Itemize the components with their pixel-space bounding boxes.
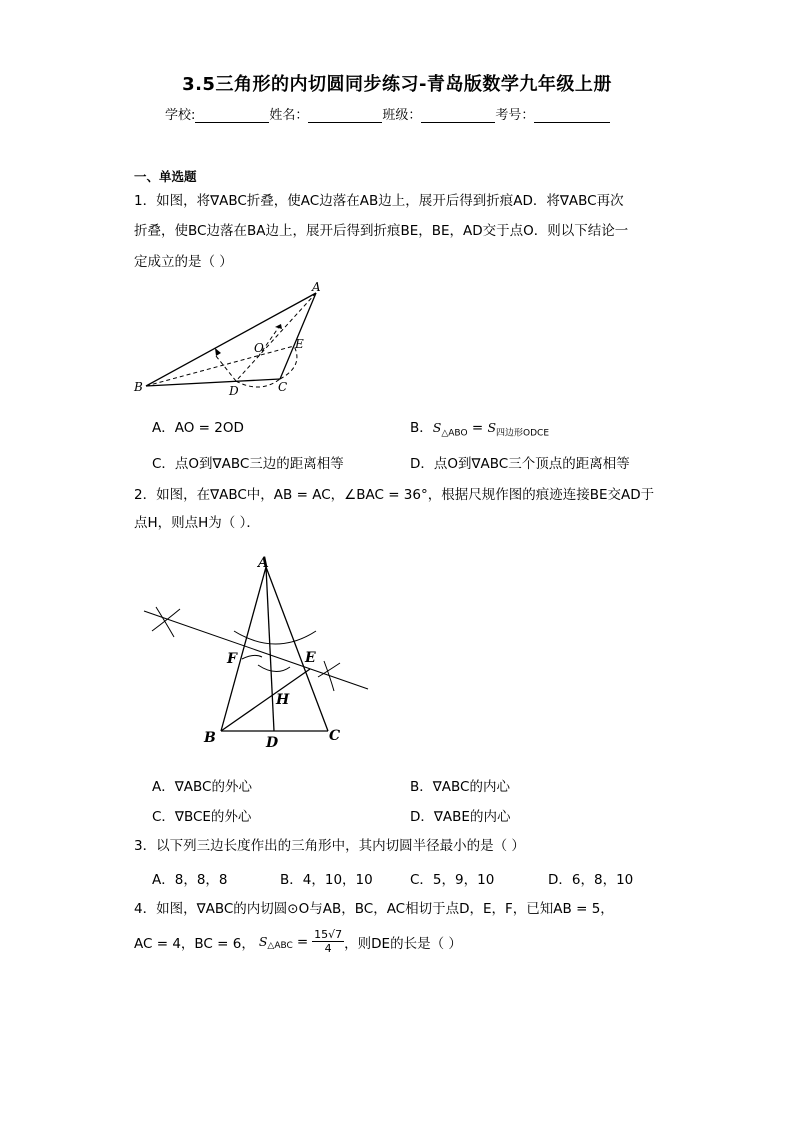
q1-side-bc bbox=[146, 379, 280, 386]
q1-option-d[interactable]: D．点O到∇ABC三个顶点的距离相等 bbox=[410, 456, 630, 472]
q1-line-1: 1．如图，将∇ABC折叠，使AC边落在AB边上，展开后得到折痕AD．将∇ABC再次 bbox=[134, 193, 624, 209]
q1-option-b-prefix: B． bbox=[410, 420, 433, 436]
q2-label-f: F bbox=[227, 651, 237, 667]
q4-area-s: S bbox=[258, 934, 268, 949]
q2-option-d[interactable]: D．∇ABE的内心 bbox=[410, 809, 511, 825]
student-info-line bbox=[165, 104, 610, 123]
q1-option-c[interactable]: C．点O到∇ABC三边的距离相等 bbox=[152, 456, 344, 472]
q2-option-b[interactable]: B．∇ABC的内心 bbox=[410, 779, 510, 795]
exam-no-blank bbox=[534, 108, 610, 123]
class-blank bbox=[421, 108, 495, 123]
q1-label-e: E bbox=[295, 337, 304, 351]
name-label: 姓名： bbox=[269, 108, 309, 123]
q3-option-b[interactable]: B．4，10，10 bbox=[280, 872, 373, 888]
q4-line-2 bbox=[134, 928, 462, 955]
q4-line-2-b: ，则DE的长是（ ） bbox=[344, 935, 462, 952]
q2-arc-left-1 bbox=[156, 607, 174, 637]
school-label: 学校: bbox=[165, 108, 196, 123]
q4-fraction bbox=[312, 928, 344, 955]
q2-arc-top bbox=[234, 631, 316, 644]
q1-option-b-eq: = bbox=[471, 420, 484, 436]
q2-option-c[interactable]: C．∇BCE的外心 bbox=[152, 809, 252, 825]
q3-option-d[interactable]: D．6，8，10 bbox=[548, 872, 634, 888]
class-label: 班级： bbox=[382, 108, 422, 123]
section-heading: 一、单选题 bbox=[134, 169, 197, 184]
q1-label-a: A bbox=[312, 280, 321, 294]
q2-line-2: 点H，则点H为（ ）． bbox=[134, 515, 260, 531]
q2-bisector-line bbox=[144, 611, 368, 689]
q1-option-b-sub2: 四边形ODCE bbox=[496, 428, 550, 439]
q4-line-2-a: AC = 4，BC = 6， bbox=[134, 935, 255, 952]
q2-segment-be bbox=[221, 669, 310, 731]
q1-side-ab bbox=[146, 293, 316, 386]
q1-crease-ad bbox=[236, 293, 316, 381]
q2-option-a[interactable]: A．∇ABC的外心 bbox=[152, 779, 252, 795]
q1-label-c: C bbox=[278, 380, 288, 394]
q1-side-ca bbox=[280, 293, 316, 379]
q1-arrow-d bbox=[216, 356, 236, 381]
q2-label-c: C bbox=[329, 728, 341, 744]
q4-area-sub: △ABC bbox=[267, 941, 293, 951]
q1-label-o: O bbox=[254, 341, 264, 355]
q2-label-h: H bbox=[276, 692, 290, 708]
q4-fraction-denominator: 4 bbox=[324, 942, 332, 955]
q1-option-a[interactable]: A．AO = 2OD bbox=[152, 420, 244, 436]
q1-arrowhead-d bbox=[215, 348, 221, 356]
q1-label-b: B bbox=[134, 380, 143, 394]
q4-line-1: 4．如图，∇ABC的内切圆⊙O与AB，BC，AC相切于点D，E，F，已知AB = 5， bbox=[134, 901, 614, 917]
q1-option-b-sub1: △ABO bbox=[441, 428, 468, 439]
q1-line-3: 定成立的是（ ） bbox=[134, 254, 233, 270]
q3-line-1: 3．以下列三边长度作出的三角形中，其内切圆半径最小的是（ ） bbox=[134, 838, 525, 854]
q2-arc-left-2 bbox=[152, 609, 180, 631]
q4-eq: = bbox=[296, 933, 309, 950]
q2-median-ad bbox=[266, 567, 274, 731]
q2-figure bbox=[138, 553, 374, 751]
q2-side-ab bbox=[221, 567, 266, 731]
page-title: 3.5三角形的内切圆同步练习-青岛版数学九年级上册 bbox=[182, 74, 612, 95]
q2-arc-right-1 bbox=[324, 661, 334, 691]
q2-line-1: 2．如图，在∇ABC中，AB = AC，∠BAC = 36°，根据尺规作图的痕迹连接BE交AD于 bbox=[134, 487, 655, 503]
q2-label-e: E bbox=[305, 650, 316, 666]
q2-arc-f bbox=[242, 655, 262, 659]
q3-option-c[interactable]: C．5，9，10 bbox=[410, 872, 495, 888]
q1-option-b-s1: S bbox=[432, 420, 442, 435]
q2-arc-mid bbox=[258, 665, 290, 672]
q1-option-b[interactable] bbox=[410, 416, 549, 439]
q2-label-d: D bbox=[266, 735, 279, 751]
school-blank bbox=[195, 108, 269, 123]
name-blank bbox=[308, 108, 382, 123]
exam-no-label: 考号： bbox=[495, 108, 535, 123]
q1-figure bbox=[128, 278, 338, 396]
q3-option-a[interactable]: A．8，8，8 bbox=[152, 872, 228, 888]
q2-label-b: B bbox=[204, 730, 216, 746]
q4-fraction-numerator: 15√7 bbox=[314, 928, 343, 941]
q2-label-a: A bbox=[258, 555, 269, 571]
q1-option-b-s2: S bbox=[487, 420, 497, 435]
q1-label-d: D bbox=[229, 384, 239, 396]
q1-line-2: 折叠，使BC边落在BA边上，展开后得到折痕BE，BE，AD交于点O．则以下结论一 bbox=[134, 223, 629, 239]
